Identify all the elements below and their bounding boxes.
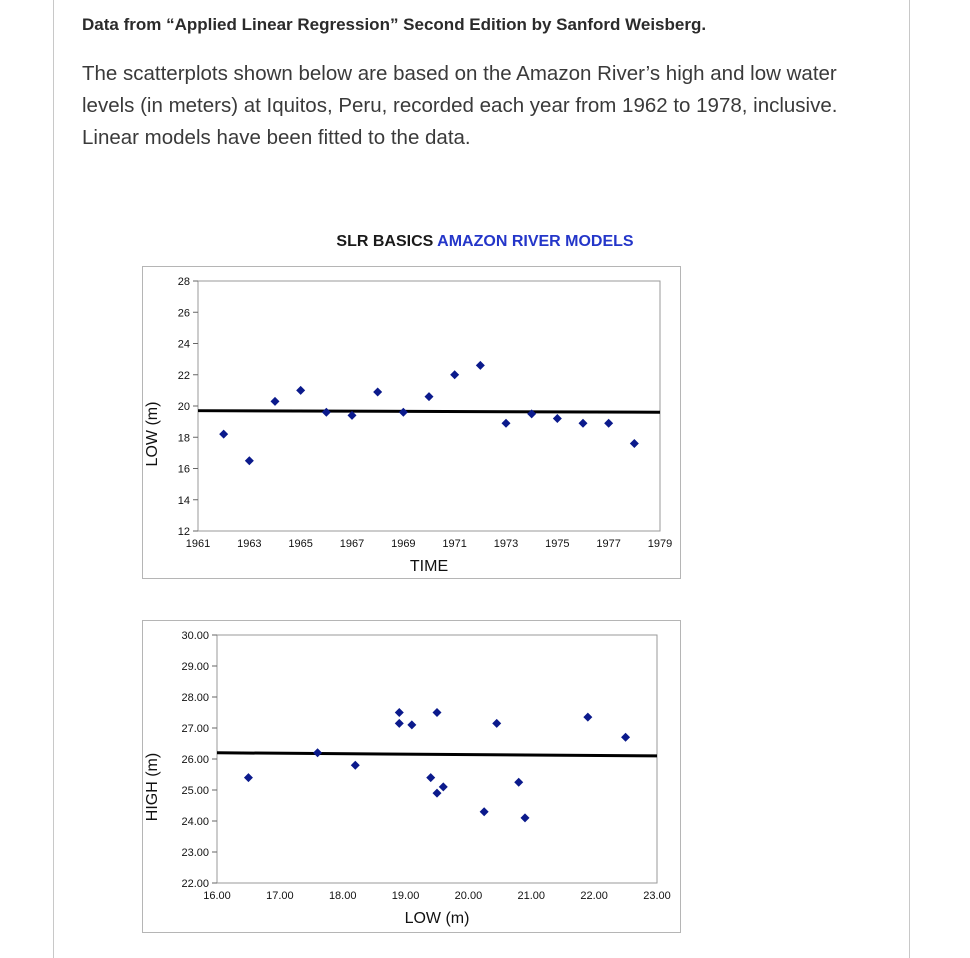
data-point bbox=[621, 733, 630, 742]
plot-area bbox=[217, 635, 657, 883]
data-point bbox=[395, 708, 404, 717]
y-tick-label: 12 bbox=[177, 526, 190, 538]
data-point bbox=[425, 392, 434, 401]
x-tick-label: 23.00 bbox=[643, 890, 671, 902]
x-tick-label: 21.00 bbox=[517, 890, 546, 902]
x-tick-label: 18.00 bbox=[328, 890, 357, 902]
x-tick-label: 1977 bbox=[596, 538, 621, 550]
y-tick-label: 26.00 bbox=[181, 754, 209, 766]
data-point bbox=[373, 387, 382, 396]
y-tick-label: 26 bbox=[177, 307, 190, 320]
y-tick-label: 30.00 bbox=[181, 630, 209, 642]
y-tick-label: 20 bbox=[177, 401, 190, 413]
y-tick-label: 27.00 bbox=[181, 723, 209, 735]
data-point bbox=[313, 748, 322, 757]
low-vs-time-chart bbox=[142, 266, 681, 579]
y-tick-label: 18 bbox=[177, 432, 190, 445]
data-point bbox=[604, 419, 613, 428]
x-tick-label: 1979 bbox=[647, 538, 673, 550]
x-tick-label: 19.00 bbox=[391, 890, 420, 902]
y-tick-label: 25.00 bbox=[181, 785, 209, 797]
data-point bbox=[322, 408, 331, 417]
data-point bbox=[296, 386, 305, 395]
data-point bbox=[450, 370, 459, 379]
x-tick-label: 1973 bbox=[493, 538, 519, 550]
data-point bbox=[583, 713, 592, 722]
low-vs-time-plot bbox=[143, 267, 680, 578]
y-axis-title: HIGH (m) bbox=[144, 752, 161, 822]
data-point bbox=[480, 807, 489, 816]
data-point bbox=[395, 719, 404, 728]
data-point bbox=[245, 456, 254, 465]
y-tick-label: 29.00 bbox=[181, 661, 209, 673]
fit-line bbox=[198, 411, 660, 413]
data-point bbox=[219, 430, 228, 439]
high-vs-low-chart bbox=[142, 620, 681, 933]
y-tick-label: 24.00 bbox=[181, 816, 209, 828]
data-point bbox=[579, 419, 588, 428]
fit-line bbox=[217, 753, 657, 756]
data-point bbox=[426, 773, 435, 782]
y-tick-label: 22.00 bbox=[181, 878, 209, 890]
y-tick-label: 24 bbox=[177, 338, 190, 351]
x-tick-label: 16.00 bbox=[203, 890, 231, 902]
x-tick-label: 1967 bbox=[339, 538, 365, 550]
x-tick-label: 1961 bbox=[185, 538, 211, 550]
x-tick-label: 1975 bbox=[545, 538, 570, 550]
x-tick-label: 1969 bbox=[391, 538, 416, 550]
y-tick-label: 23.00 bbox=[181, 847, 209, 859]
data-point bbox=[271, 397, 280, 406]
data-point bbox=[433, 708, 442, 717]
data-point bbox=[521, 813, 530, 822]
data-point bbox=[351, 761, 360, 770]
x-tick-label: 1971 bbox=[442, 538, 467, 550]
data-point bbox=[630, 439, 639, 448]
x-tick-label: 17.00 bbox=[266, 890, 294, 902]
data-point bbox=[492, 719, 501, 728]
x-tick-label: 1963 bbox=[237, 538, 262, 550]
x-axis-title: LOW (m) bbox=[404, 910, 470, 927]
high-vs-low-plot bbox=[143, 621, 680, 932]
figure-title-plain: SLR BASICS bbox=[336, 233, 434, 250]
y-tick-label: 28 bbox=[177, 276, 190, 288]
intro-paragraph: The scatterplots shown below are based on the Amazon River’s high and low water levels (in meters) at Iquitos, Peru, recorded each year from 1962 to 1978, inclusive. Linear models have been fitted to the data. bbox=[82, 62, 838, 149]
y-tick-label: 16 bbox=[177, 463, 190, 476]
plot-area bbox=[198, 281, 660, 531]
x-tick-label: 1965 bbox=[288, 538, 313, 550]
data-point bbox=[514, 778, 523, 787]
y-tick-label: 14 bbox=[177, 494, 190, 507]
data-point bbox=[244, 773, 253, 782]
y-tick-label: 22 bbox=[177, 369, 190, 382]
data-point bbox=[407, 720, 416, 729]
source-note: Data from “Applied Linear Regression” Second Edition by Sanford Weisberg. bbox=[82, 15, 707, 34]
figure-title-accent: AMAZON RIVER MODELS bbox=[437, 233, 634, 250]
data-point bbox=[439, 782, 448, 791]
x-tick-label: 20.00 bbox=[454, 890, 483, 902]
data-point bbox=[399, 408, 408, 417]
data-point bbox=[433, 789, 442, 798]
x-tick-label: 22.00 bbox=[580, 890, 608, 902]
data-point bbox=[476, 361, 485, 370]
data-point bbox=[502, 419, 511, 428]
data-point bbox=[553, 414, 562, 423]
y-tick-label: 28.00 bbox=[181, 692, 209, 704]
figure-title bbox=[0, 233, 970, 251]
y-axis-title: LOW (m) bbox=[144, 401, 161, 467]
x-axis-title: TIME bbox=[409, 558, 449, 575]
